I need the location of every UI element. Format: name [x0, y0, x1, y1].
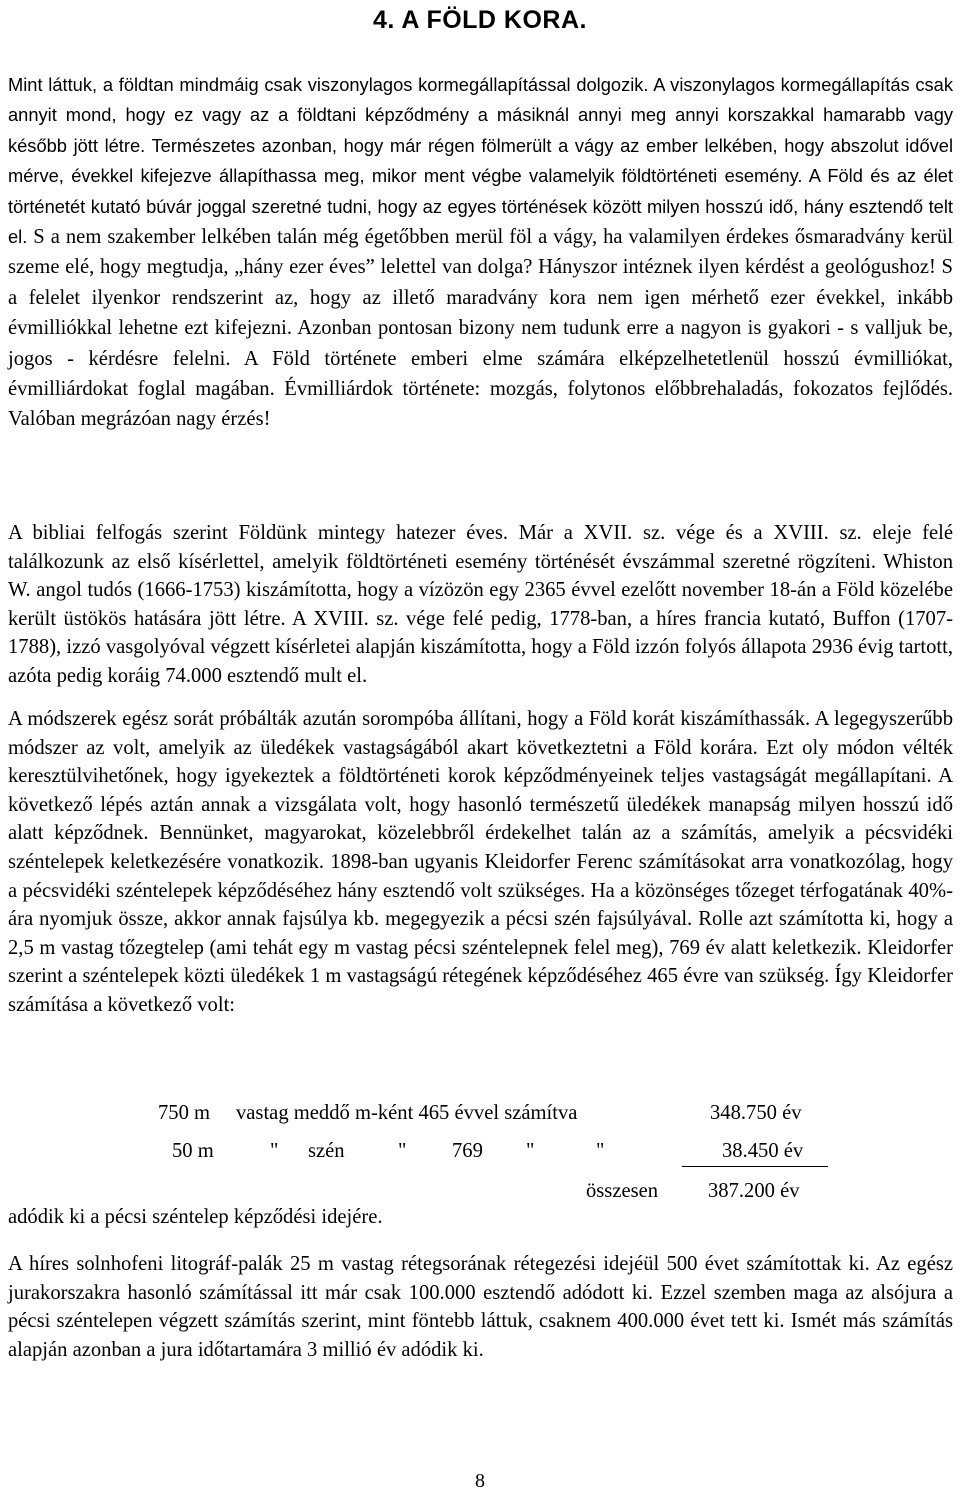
paragraph-solnhofen: A híres solnhofeni litográf-palák 25 m vastag rétegsorának rétegezési idejéül 500 évet számítottak ki. Az egész jurakorszakra hasonló számítással itt már csak 100.000 esztendő adódott ki. Ezzel szemben maga az alsójura a pécsi széntelepen végzett számítás szerint, mint föntebb láttuk, csaknem 400.000 évet tett ki. Ismét más számítás alapján azonban a jura időtartamára 3 millió év adódik ki.	[8, 1253, 953, 1361]
page-number: 8	[475, 1470, 485, 1492]
calc-total-result: 387.200 év	[708, 1180, 800, 1202]
calc-row1-result: 348.750 év	[710, 1102, 802, 1124]
calc-row2-thickness: 50 m	[172, 1140, 214, 1162]
calc-row2-ditto: "	[596, 1140, 605, 1162]
calc-total-label: összesen	[586, 1180, 659, 1202]
calc-row2-years: 769	[452, 1140, 483, 1162]
paragraph-result: adódik ki a pécsi széntelep képződési idejére.	[8, 1206, 383, 1228]
calc-row2-result: 38.450 év	[722, 1140, 804, 1162]
paragraph-intro-sans-part: Mint láttuk, a földtan mindmáig csak viszonylagos kormegállapítással dolgozik. A viszonylagos kormegállapítás csak annyit mond, hogy ez vagy az a földtani képződmény a másiknál annyi meg annyi korszakkal hamarabb vagy később jött létre. Természetes azonban, hogy már régen fölmerült a vágy az ember lelkében, hogy abszolut idővel mérve, évekkel kifejezve állapíthassa meg, mikor ment végbe valamelyik földtörténeti esemény. A Föld és az élet történetét kutató búvár joggal szeretné tudni, hogy az egyes történések között milyen hosszú idő, hány esztendő telt el.	[8, 74, 953, 248]
calc-row1-thickness: 750 m	[158, 1102, 211, 1124]
page-title: 4. A FÖLD KORA.	[373, 6, 587, 34]
paragraph-intro	[8, 71, 953, 436]
sum-underline	[682, 1166, 828, 1167]
calc-row1-description: vastag meddő m-ként 465 évvel számítva	[236, 1102, 578, 1124]
calculation-table	[150, 1098, 840, 1208]
paragraph-intro-serif-part: S a nem szakember lelkében talán még égetőbben merül föl a vágy, ha valamilyen érdekes ősmaradvány kerül szeme elé, hogy megtudja, „hány ezer éves” lelettel van dolga? Hányszor intéznek ilyen kérdést a geológushoz! S a felelet ilyenkor rendszerint az, hogy az illető maradvány kora nem igen mérhető ezer évekkel, inkább évmilliókkal lehetne ezt kifejezni. Azonban pontosan bizony nem tudunk erre a nagyon is gyakori - s valljuk be, jogos - kérdésre felelni. A Föld története emberi elme számára elképzelhetetlenül hosszú évmilliókat, évmilliárdokat foglal magában. Évmilliárdok története: mozgás, folytonos előbbrehaladás, fokozatos fejlődés. Valóban megrázóan nagy érzés!	[8, 226, 953, 431]
calc-row2-ditto: "	[270, 1140, 279, 1162]
calc-row2-material: szén	[308, 1140, 345, 1162]
calc-row2-ditto: "	[398, 1140, 407, 1162]
paragraph-biblical-view: A bibliai felfogás szerint Földünk mintegy hatezer éves. Már a XVII. sz. vége és a XVIII. sz. eleje felé találkozunk az első kísérlettel, amelyik földtörténeti esemény történését évszámmal szeretné rögzíteni. Whiston W. angol tudós (1666-1753) kiszámította, hogy a vízözön egy 2365 évvel ezelőtt november 18-án a Föld közelébe került üstökös hatására jött létre. A XVIII. sz. vége felé pedig, 1778-ban, a híres francia kutató, Buffon (1707-1788), izzó vasgolyóval végzett kísérletei alapján kiszámította, hogy a Föld izzón folyós állapota 2936 évig tartott, azóta pedig koráig 74.000 esztendő mult el.	[8, 522, 953, 687]
calc-row2-ditto: "	[526, 1140, 535, 1162]
paragraph-methods: A módszerek egész sorát próbálták azután sorompóba állítani, hogy a Föld korát kiszámíthassák. A legegyszerűbb módszer az volt, amelyik az üledékek vastagságából akart következtetni a Föld korára. Ezt oly módon vélték keresztülvihetőnek, hogy igyekeztek a földtörténeti korok képződményeinek teljes vastagságát megállapítani. A következő lépés aztán annak a vizsgálata volt, hogy hasonló természetű üledékek manapság milyen hosszú idő alatt képződnek. Bennünket, magyarokat, közelebbről érdekelhet talán az a számítás, amelyik a pécsvidéki széntelepek keletkezésére vonatkozik. 1898-ban ugyanis Kleidorfer Ferenc számításokat arra vonatkozólag, hogy a pécsvidéki széntelepek képződéséhez hány esztendő volt szükséges. Ha a közönséges tőzeget térfogatának 40%-ára nyomjuk össze, akkor annak fajsúlya kb. megegyezik a pécsi szén fajsúlyával. Rolle azt számította ki, hogy a 2,5 m vastag tőzegtelep (ami tehát egy m vastag pécsi széntelepnek felel meg), 769 év alatt keletkezik. Kleidorfer szerint a széntelepek közti üledékek 1 m vastagságú rétegének képződéséhez 465 évre van szükség. Így Kleidorfer számítása a következő volt:	[8, 708, 953, 1016]
